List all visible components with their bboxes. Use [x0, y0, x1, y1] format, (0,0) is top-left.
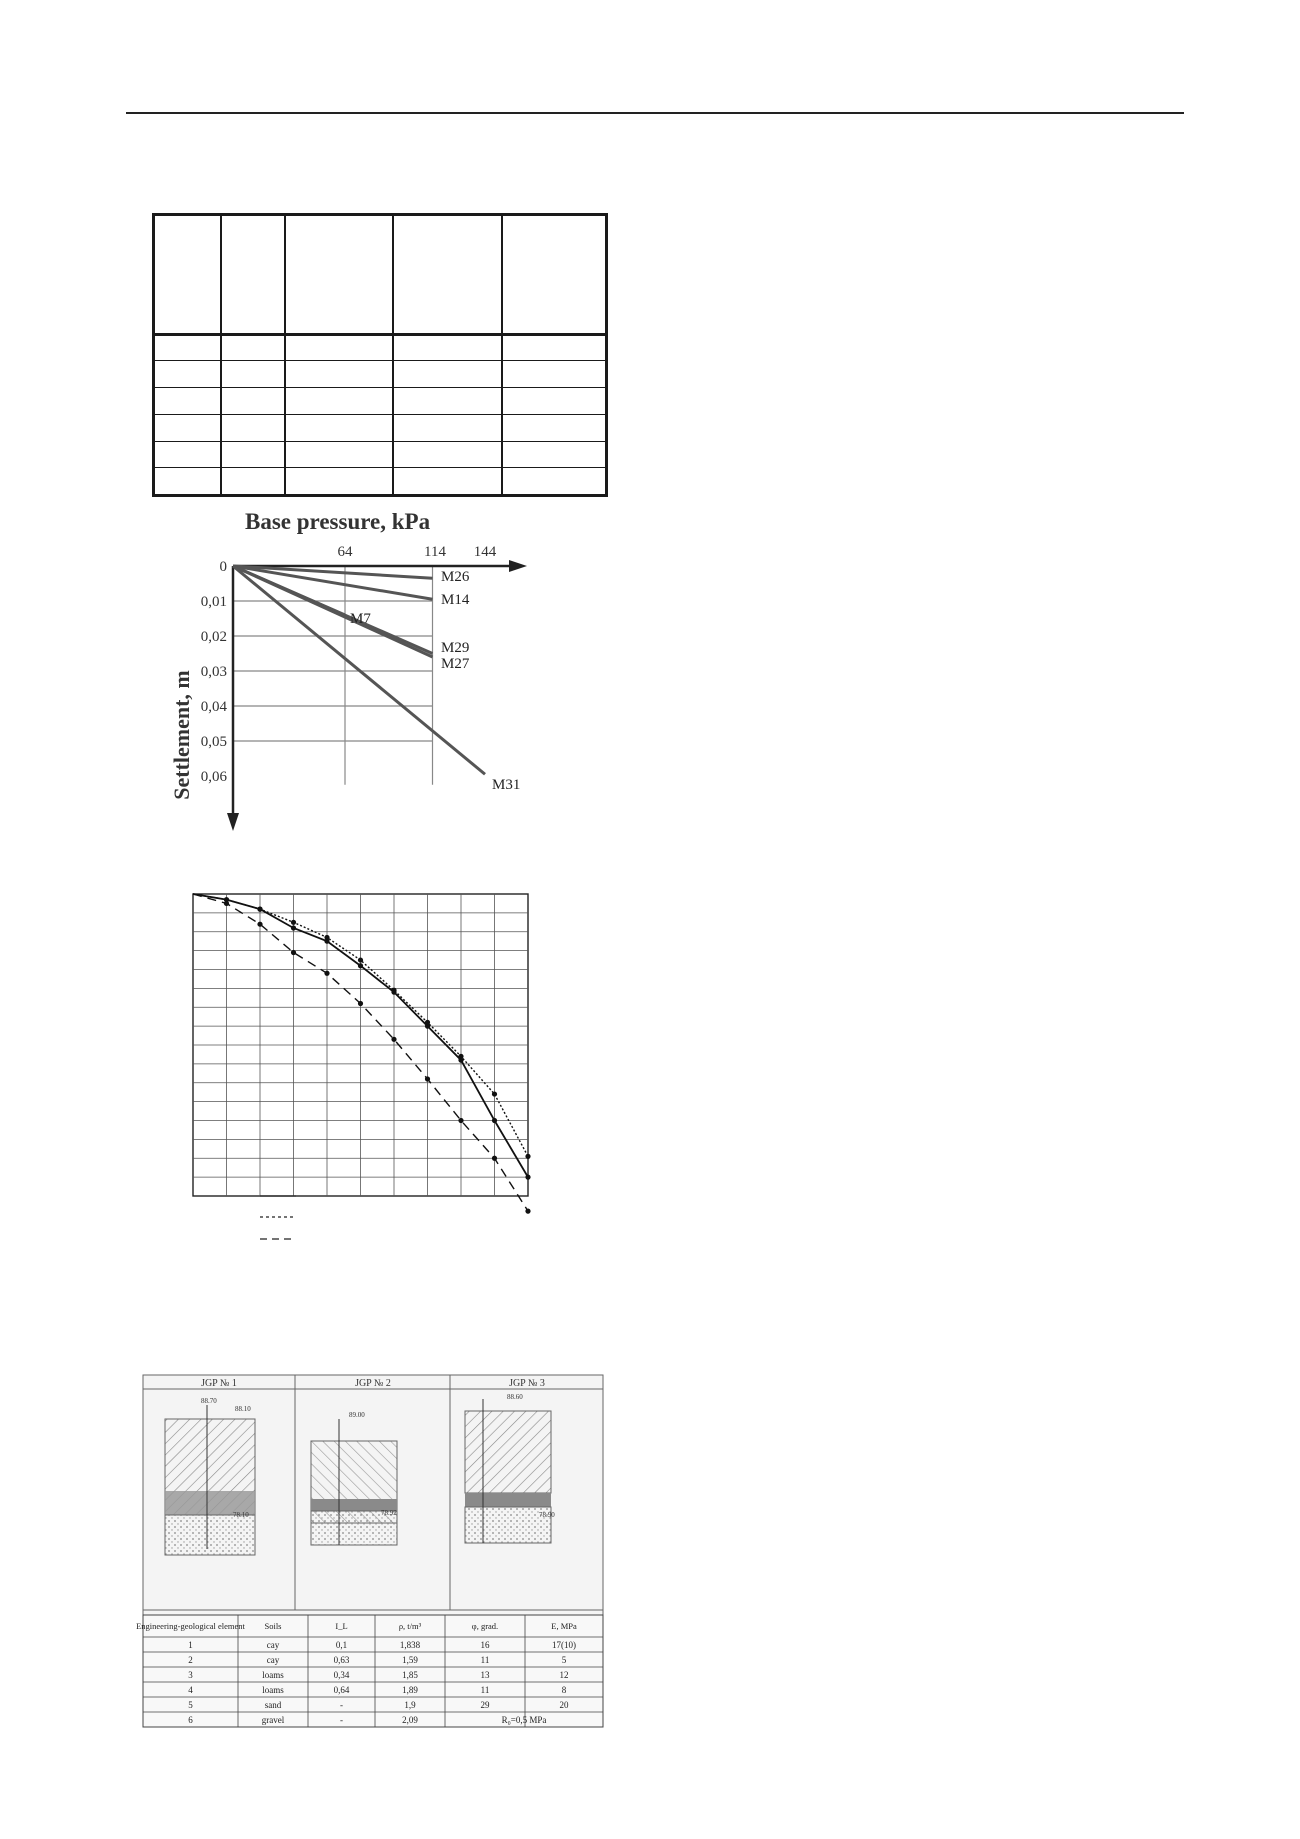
series-dotted-point — [525, 1154, 530, 1159]
series-dotted-point — [425, 1020, 430, 1025]
table-cell: 0,34 — [333, 1670, 350, 1680]
level-side: 88.10 — [235, 1405, 251, 1413]
y-tick-label: 0,03 — [200, 664, 227, 680]
line-label: M14 — [441, 592, 470, 608]
soil-profile-figure — [136, 1375, 603, 1725]
table-cell: 0,63 — [333, 1655, 350, 1665]
table-row-divider — [155, 387, 605, 388]
y-tick-label: 0,02 — [200, 629, 227, 645]
table-cell: 3 — [188, 1670, 193, 1680]
table-cell: cay — [266, 1655, 280, 1665]
chart-series — [193, 894, 531, 1214]
table-header-divider — [155, 333, 605, 336]
series-dashed-point — [492, 1156, 497, 1161]
table-col-divider — [392, 216, 394, 494]
series-solid-point — [358, 963, 363, 968]
line-label: M7 — [350, 611, 371, 627]
series-dotted-point — [492, 1091, 497, 1096]
table-cell: cay — [266, 1640, 280, 1650]
table-cell: 6 — [188, 1715, 193, 1725]
table-cell: gravel — [261, 1715, 285, 1725]
table-header-cell: φ, grad. — [471, 1621, 499, 1631]
settlement-chart — [169, 505, 570, 835]
x-tick-label: 144 — [473, 544, 497, 560]
table-frame — [143, 1615, 603, 1727]
table-col-divider — [284, 216, 286, 494]
table-cell: 2 — [188, 1655, 193, 1665]
table-cell: 1,9 — [404, 1700, 416, 1710]
table-cell: 17(10) — [552, 1640, 576, 1650]
series-dashed-point — [224, 901, 229, 906]
series-solid-point — [492, 1118, 497, 1123]
header-rule — [126, 112, 1184, 114]
level-bottom: 78.10 — [233, 1511, 249, 1519]
table-cell: 2,09 — [402, 1715, 418, 1725]
chart-legend — [260, 1196, 296, 1239]
borehole-1 — [165, 1397, 255, 1555]
table-header-cell: ρ, t/m³ — [398, 1621, 422, 1631]
series-dashed-point — [458, 1118, 463, 1123]
soil-layer-sand — [465, 1493, 551, 1507]
y-tick-label: 0,06 — [200, 769, 227, 785]
table-row-divider — [155, 467, 605, 468]
level-top: 89.00 — [349, 1411, 365, 1419]
line-label: M27 — [441, 656, 470, 672]
empty-table — [152, 213, 608, 497]
curve-chart — [180, 880, 600, 1240]
table-cell: 8 — [561, 1685, 567, 1695]
series-dotted-point — [324, 935, 329, 940]
soil-properties-table — [136, 1615, 603, 1727]
table-header-cell: Soils — [264, 1621, 282, 1631]
level-top: 88.60 — [507, 1393, 523, 1401]
series-dashed-point — [324, 971, 329, 976]
y-axis-label: Settlement, m — [169, 670, 194, 800]
section-title: JGP № 1 — [201, 1378, 237, 1389]
table-cell: R₀=0,5 MPa — [501, 1715, 547, 1725]
table-cell: 11 — [480, 1685, 490, 1695]
table-header-cell: E, MPa — [551, 1621, 577, 1631]
series-dotted-point — [291, 920, 296, 925]
section-title: JGP № 3 — [509, 1378, 545, 1389]
series-dashed-point — [358, 1001, 363, 1006]
y-tick-label: 0,01 — [200, 594, 227, 610]
table-cell: 20 — [559, 1700, 569, 1710]
chart-title: Base pressure, kPa — [245, 509, 431, 534]
series-dotted-point — [257, 907, 262, 912]
table-cell: 1 — [188, 1640, 193, 1650]
level-top: 88.70 — [201, 1397, 217, 1405]
table-cell: 5 — [188, 1700, 193, 1710]
table-cell: 11 — [480, 1655, 490, 1665]
table-row-divider — [155, 414, 605, 415]
line-label: M31 — [492, 777, 521, 793]
series-dashed-point — [425, 1076, 430, 1081]
table-cell: 0,1 — [335, 1640, 348, 1650]
table-cell: 0,64 — [333, 1685, 350, 1695]
y-tick-label: 0,05 — [200, 734, 227, 750]
level-bottom: 78.90 — [539, 1511, 555, 1519]
y-tick-label: 0 — [219, 559, 227, 575]
table-row-divider — [155, 441, 605, 442]
table-cell: sand — [264, 1700, 282, 1710]
line-label: M26 — [441, 569, 470, 585]
table-header-cell: I_L — [335, 1621, 348, 1631]
series-dashed-point — [391, 1037, 396, 1042]
table-cell: - — [340, 1700, 343, 1710]
level-bottom: 78.92 — [381, 1509, 397, 1517]
series-dotted-point — [391, 988, 396, 993]
table-col-divider — [220, 216, 222, 494]
table-cell: - — [340, 1715, 343, 1725]
table-cell: loams — [262, 1670, 284, 1680]
x-tick-label: 64 — [337, 544, 353, 560]
table-cell: 29 — [480, 1700, 490, 1710]
chart-grid — [193, 894, 528, 1196]
series-dashed-point — [291, 950, 296, 955]
borehole-3 — [465, 1393, 555, 1543]
series-solid-point — [525, 1175, 530, 1180]
table-cell: 5 — [561, 1655, 567, 1665]
table-cell: 1,838 — [399, 1640, 421, 1650]
table-cell: 12 — [559, 1670, 569, 1680]
series-dashed-point — [525, 1209, 530, 1214]
table-cell: 1,59 — [402, 1655, 418, 1665]
table-cell: 4 — [188, 1685, 193, 1695]
table-header-cell: Engineering-geological element — [136, 1621, 245, 1631]
series-dotted-point — [458, 1054, 463, 1059]
table-cell: 13 — [480, 1670, 490, 1680]
table-cell: loams — [262, 1685, 284, 1695]
soil-layer-gravel — [165, 1515, 255, 1555]
line-label: M29 — [441, 640, 470, 656]
table-col-divider — [501, 216, 503, 494]
table-cell: 1,89 — [402, 1685, 418, 1695]
series-solid-point — [291, 925, 296, 930]
series-dashed-point — [257, 922, 262, 927]
section-title: JGP № 2 — [355, 1378, 391, 1389]
y-tick-label: 0,04 — [200, 699, 227, 715]
table-cell: 1,85 — [402, 1670, 418, 1680]
soil-layer-clay — [465, 1411, 551, 1493]
table-row-divider — [155, 360, 605, 361]
x-tick-label: 114 — [424, 544, 446, 560]
table-cell: 16 — [480, 1640, 490, 1650]
series-dotted-point — [358, 957, 363, 962]
